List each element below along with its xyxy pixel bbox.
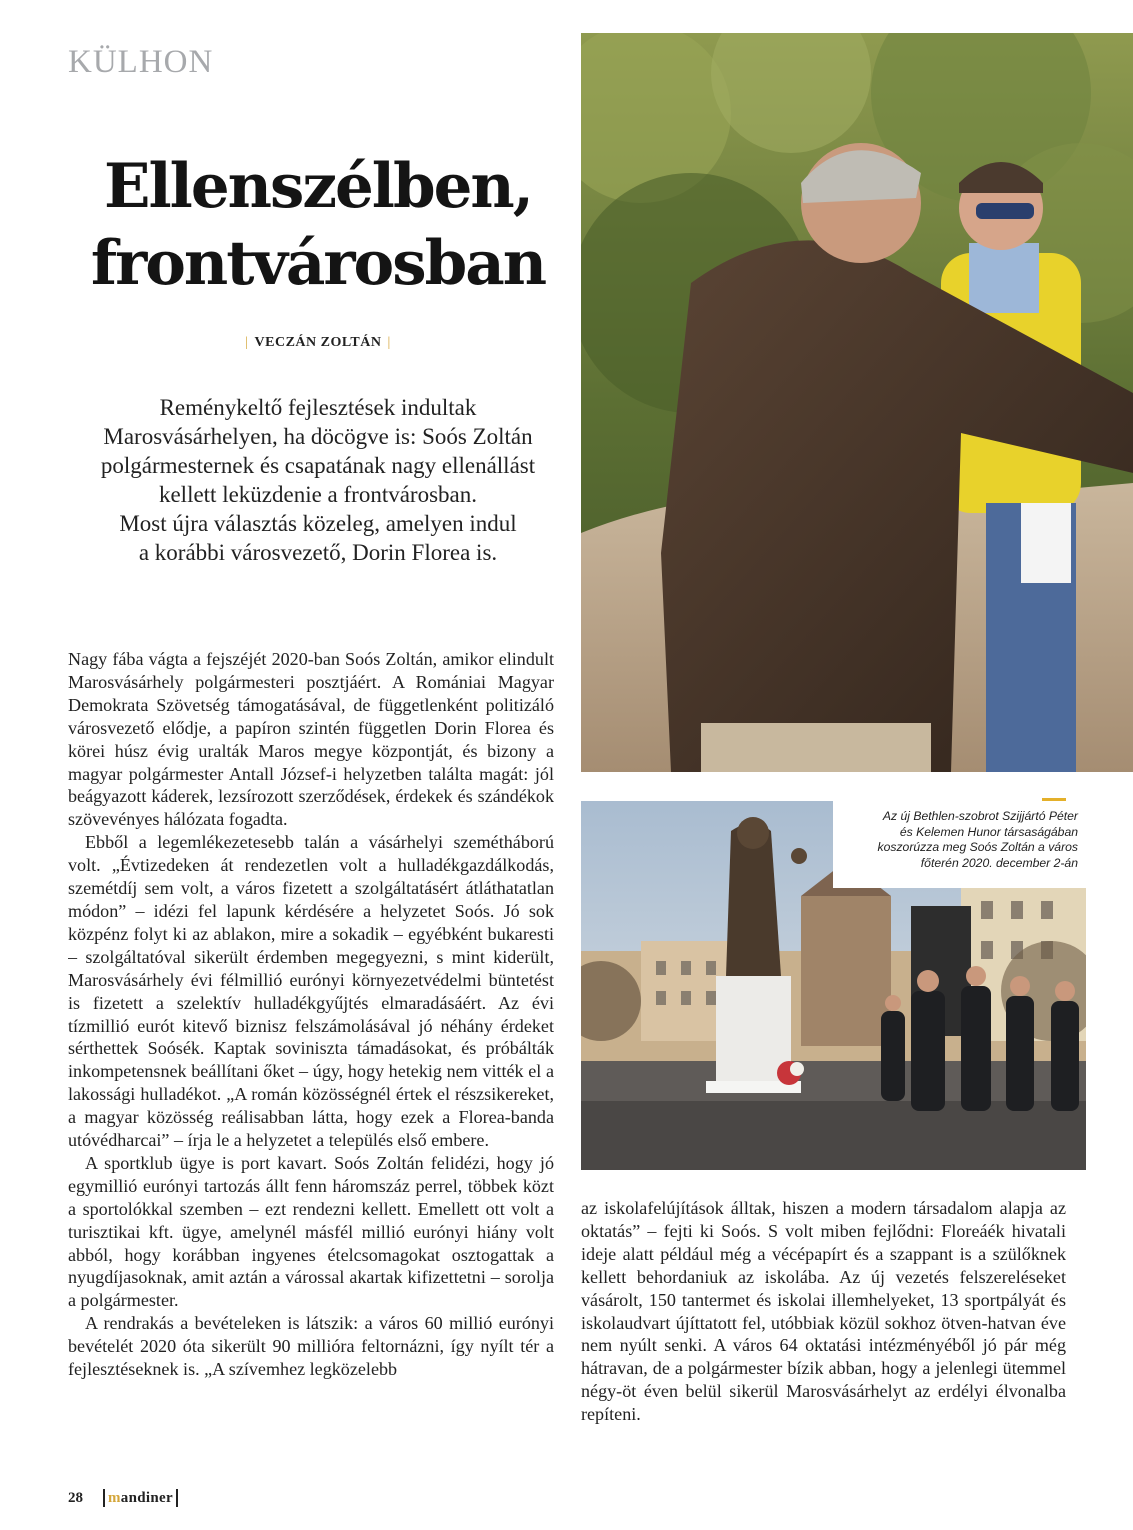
lead-paragraph [68,393,568,567]
article-headline [68,148,568,302]
body-paragraph: Nagy fába vágta a fejszéjét 2020-ban Soós Zoltán, amikor elindult Marosvásárhely polgármesteri posztjáért. A Romániai Magyar Demokrata Szövetség támogatásával, de függetlenként politizáló városvezető elődje, a papíron szintén független Dorin Florea és körei húsz évig uralták Maros megye központját, és bizony a magyar polgármester Antall József-i helyzetben találta magát: jól beágyazott káderek, lezsírozott szerződések, érdekek és szándékok szövevényes hálózata fogadta. [68,649,554,830]
byline-bar-right: | [387,335,391,350]
body-paragraph: Ebből a legemlékezetesebb talán a vásárhelyi szemétháború volt. „Évtizedeken át rendezetlen volt a hulladékgazdálkodás, szemétdíj sem volt, a város fizetett a szolgáltatásért átláthatatlan módon” – idézi fel lapunk kérdésére a helyzetet Soós. Jó sok közpénz folyt ki az ablakon, mire a sokadik – egyébként bukaresti – szolgáltatóval sikerült érdemben megegyezni, s mint kiderült, Marosvásárhely évi félmillió eurónyi környezetvédelmi büntetést is fizetett a szelektív hulladékgyűjtés elmaradásáért. Az évi tízmillió eurót kitevő biznisz felszámolásával jó néhány érdeket sérthettek Soósék. Kaptak soviniszta támadásokat, és próbálták inkompetensnek beállítani őket – úgy, hogy hetekig nem vitték el a lakossági hulladékot. „A román közösségnél értek el részsikereket, a magyar közösség reálisabban látta, hogy ezek a Florea-banda utóvédharcai” – írja le a helyzetet a település első embere. [68,832,554,1151]
lead-line: polgármesternek és csapatának nagy ellenállást [100,453,536,478]
lead-line: a korábbi városvezető, Dorin Florea is. [138,540,498,565]
byline [68,335,568,351]
body-column-left [68,648,554,1460]
lead-line: Marosvásárhelyen, ha döcögve is: Soós Zoltán [103,424,533,449]
headline-line-1: Ellenszélben, [103,151,532,222]
body-paragraph: A rendrakás a bevételeken is látszik: a város 60 millió eurónyi bevételét 2020 óta sikerült 90 millióra feltornázni, így nyílt tér a fejlesztéseknek is. „A szívemhez legközelebb [68,1313,554,1380]
page-number: 28 [68,1489,83,1506]
caption-line: koszorúzza meg Soós Zoltán a város [877,840,1078,854]
magazine-logo [105,1490,176,1507]
section-label: KÜLHON [68,44,214,80]
body-paragraph: A sportklub ügye is port kavart. Soós Zoltán felidézi, hogy jó egymillió eurónyi tartozás állt fenn háromszáz perrel, többek közt a sportolókkal szemben – ezt rendezni kellett. Emellett ott volt a turisztikai kft. ügye, amelynél másfél millió eurónyi hiány volt abból, hogy korábban ingyenes ételcsomagokat osztogattak a nyugdíjasoknak, amit aztán a várossal akartak kifizettetni – sorolja a polgármester. [68,1152,554,1311]
body-paragraph: az iskolafelújítások álltak, hiszen a modern társadalom alapja az oktatás” – fejti ki Soós. S volt miben fejlődni: Floreáék hivatali ideje alatt például még a vécépapírt és a szappant is a szülőknek kellett behordaniuk az iskolába. Az új vezetés felszereléseket vásárolt, 150 tantermet és iskolai illemhelyeket, 13 sportpályát és iskolaudvart újíttatott fel, utóbbiak közül sokhoz ötven-hatvan éve nem nyúlt senki. A város 64 oktatási intézményéből jó pár még hátravan, de a polgármester bízik abban, hogy a jelenlegi ütemmel négy-öt éven belül sikerül Marosvásárhelyt az erdélyi élvonalba repíteni. [581,1198,1066,1425]
photo-officials-outdoors [581,33,1133,772]
logo-letter-m: m [108,1489,121,1506]
author-name: VECZÁN ZOLTÁN [254,335,382,350]
page-footer [68,1487,178,1509]
caption-line: Az új Bethlen-szobrot Szijjártó Péter [882,809,1078,823]
caption-line: főterén 2020. december 2-án [920,855,1078,870]
body-column-right [581,1197,1066,1467]
headline-line-2: frontvárosban [90,228,546,299]
lead-line: Most újra választás közeleg, amelyen indul [119,511,517,536]
photo-illustration [581,33,1133,772]
logo-text: andiner [120,1489,173,1506]
photo-caption [833,801,1086,888]
lead-line: Reménykeltő fejlesztések indultak [159,395,477,420]
lead-line: kellett leküzdenie a frontvárosban. [158,482,478,507]
caption-line: és Kelemen Hunor társaságában [899,824,1078,839]
brand-bar-right [176,1489,178,1507]
byline-bar-left: | [245,335,249,350]
